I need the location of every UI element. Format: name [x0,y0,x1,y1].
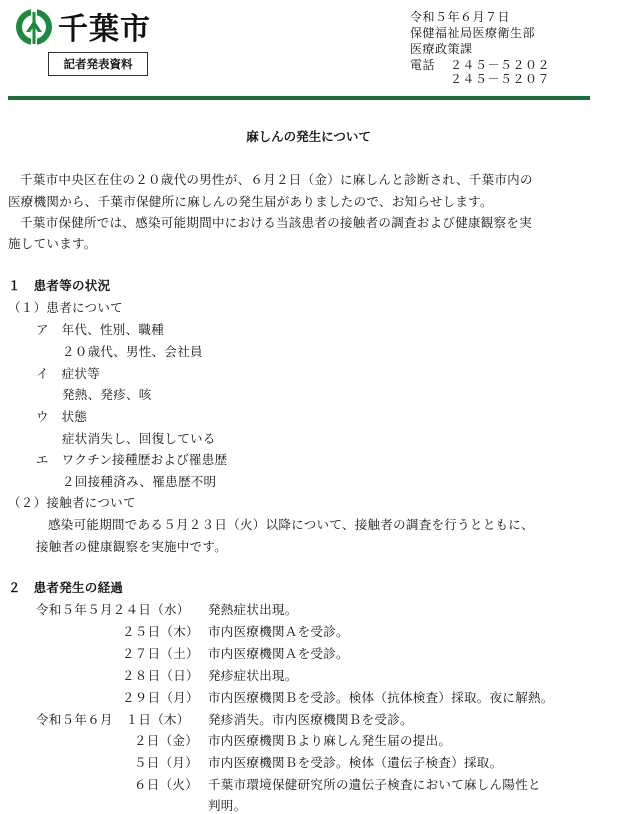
event-date: ２日（金） [134,733,199,748]
patient-subheading: （１）患者について [8,300,123,315]
event-text: 市内医療機関Ｂを受診。検体（遺伝子検査）採取。 [208,755,503,770]
event-date: 令和５年５月２４日（水） [36,602,190,617]
phone-label: 電話 [410,58,436,72]
city-emblem-icon [14,6,54,48]
event-text: 市内医療機関Ａを受診。 [208,646,349,661]
intro-p1-line2: 医療機関から、千葉市保健所に麻しんの発生届がありましたので、お知らせします。 [8,194,493,209]
intro-p2-line1: 千葉市保健所では、感染可能期間中における当該患者の接触者の調査および健康観察を実 [20,215,533,230]
event-date: ５日（月） [134,755,199,770]
event-text: 市内医療機関Ｂを受診。検体（抗体検査）採取。夜に解熱。 [208,690,554,705]
event-date: 令和５年６月 １日（木） [36,712,190,727]
event-text: 発疹症状出現。 [208,668,298,683]
event-date: ２９日（月） [122,690,199,705]
item-label: ア 年代、性別、職種 [36,322,165,337]
event-date: ２８日（日） [122,668,199,683]
event-text: 発疹消失。市内医療機関Ｂを受診。 [208,712,413,727]
division: 医療政策課 [410,42,473,56]
event-date: ２７日（土） [122,646,199,661]
item-value: 症状消失し、回復している [62,431,216,446]
release-date: 令和５年６月７日 [410,10,511,24]
press-release-label: 記者発表資料 [48,52,148,76]
header-divider [8,96,590,100]
document-title: 麻しんの発生について [246,129,371,144]
section1-heading: １ 患者等の状況 [8,278,111,293]
contacts-subheading: （２）接触者について [8,495,136,510]
phone-number-2: ２４５－５２０７ [450,72,551,86]
event-text: 市内医療機関Ｂより麻しん発生届の提出。 [208,733,452,748]
item-value: 発熱、発疹、咳 [62,387,152,402]
city-name: 千葉市 [58,12,151,47]
event-text: 発熱症状出現。 [208,602,298,617]
event-date: ２５日（木） [122,624,199,639]
intro-p2-line2: 施しています。 [8,236,97,251]
contacts-line2: 接触者の健康観察を実施中です。 [36,539,228,554]
event-date: ６日（火） [134,777,199,792]
item-value: ２回接種済み、罹患歴不明 [62,474,217,489]
phone-number-1: ２４５－５２０２ [450,58,551,72]
contacts-line1: 感染可能期間である５月２３日（火）以降について、接触者の調査を行うとともに、 [48,517,534,532]
section2-heading: ２ 患者発生の経過 [8,580,124,595]
item-value: ２０歳代、男性、会社員 [62,344,203,359]
event-text: 千葉市環境保健研究所の遺伝子検査において麻しん陽性と [208,777,541,792]
intro-p1-line1: 千葉市中央区在住の２０歳代の男性が、６月２日（金）に麻しんと診断され、千葉市内の [20,172,533,187]
item-label: イ 症状等 [36,366,101,381]
department: 保健福祉局医療衛生部 [410,26,536,40]
event-text: 市内医療機関Ａを受診。 [208,624,349,639]
item-label: ウ 状態 [36,409,88,424]
event-text-continuation: 判明。 [208,798,247,813]
item-label: エ ワクチン接種歴および罹患歴 [36,452,228,467]
